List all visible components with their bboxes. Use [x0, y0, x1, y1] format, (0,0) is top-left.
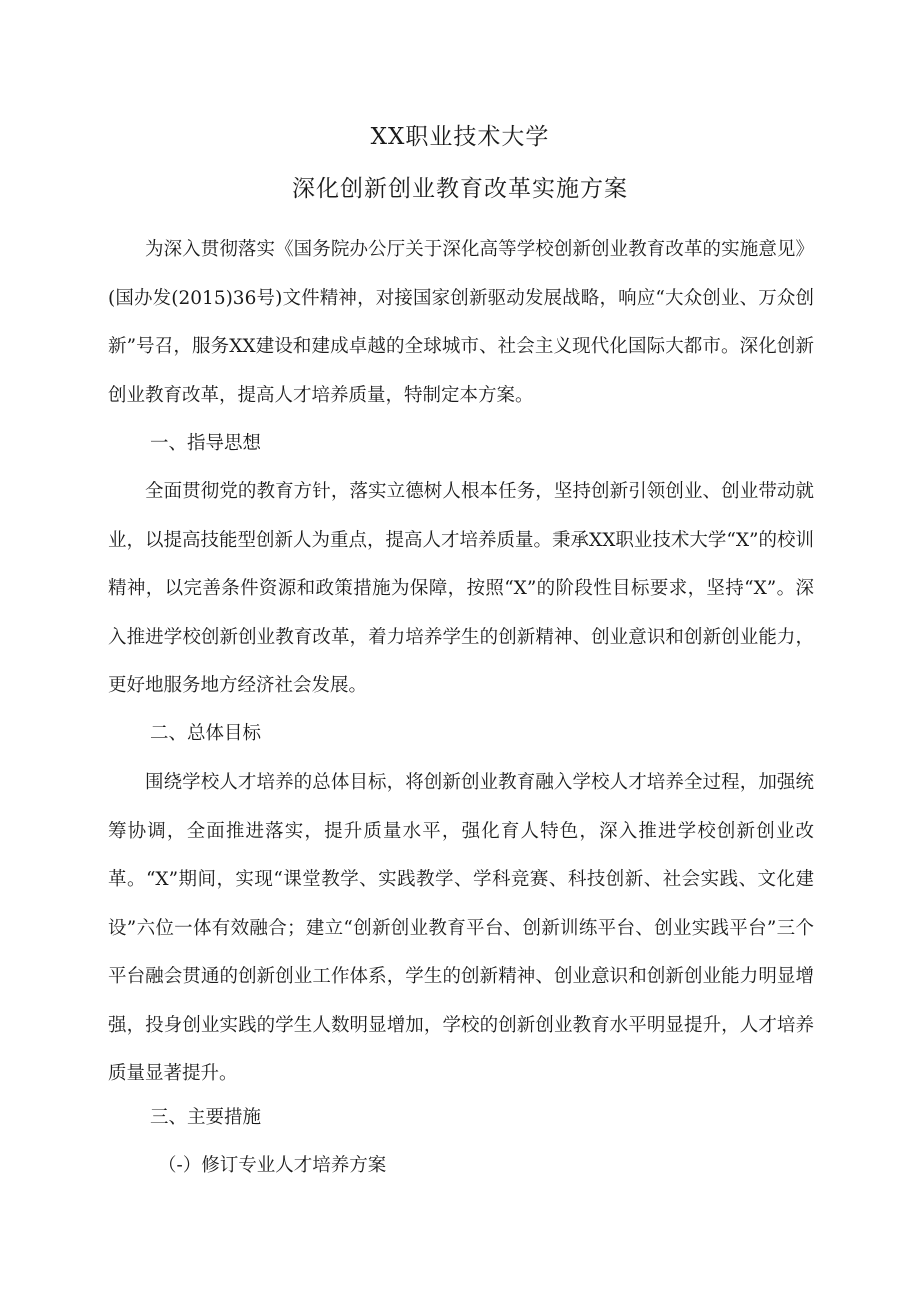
- document-title-line2: 深化创新创业教育改革实施方案: [292, 176, 628, 202]
- subsection-heading-revise-training-plan: （-）修订专业人才培养方案: [158, 1155, 387, 1176]
- section-heading-main-measures: 三、主要措施: [150, 1107, 262, 1128]
- guiding-ideology-paragraph: 全面贯彻党的教育方针，落实立德树人根本任务，坚持创新引领创业、创业带动就业，以提高技能型创新人为重点，提高人才培养质量。秉承XX职业技术大学“X”的校训精神，以完善条件资源和政策措施为保障，按照“X”的阶段性目标要求，坚持“X”。深入推进学校创新创业教育改革，着力培养学生的创新精神、创业意识和创新创业能力，更好地服务地方经济社会发展。: [108, 481, 814, 696]
- document-title-line1: XX职业技术大学: [370, 124, 550, 150]
- intro-paragraph: 为深入贯彻落实《国务院办公厅关于深化高等学校创新创业教育改革的实施意见》(国办发(2015)36号)文件精神，对接国家创新驱动发展战略，响应“大众创业、万众创新”号召，服务XX建设和建成卓越的全球城市、社会主义现代化国际大都市。深化创新创业教育改革，提高人才培养质量，特制定本方案。: [108, 239, 814, 406]
- section-heading-guiding-ideology: 一、指导思想: [150, 433, 262, 454]
- section-heading-overall-goals: 二、总体目标: [150, 723, 262, 744]
- overall-goals-paragraph: 围绕学校人才培养的总体目标，将创新创业教育融入学校人才培养全过程，加强统筹协调，全面推进落实，提升质量水平，强化育人特色，深入推进学校创新创业改革。“X”期间，实现“课堂教学、实践教学、学科竞赛、科技创新、社会实践、文化建设”六位一体有效融合；建立“创新创业教育平台、创新训练平台、创业实践平台”三个平台融会贯通的创新创业工作体系，学生的创新精神、创业意识和创新创业能力明显增强，投身创业实践的学生人数明显增加，学校的创新创业教育水平明显提升，人才培养质量显著提升。: [108, 772, 814, 1084]
